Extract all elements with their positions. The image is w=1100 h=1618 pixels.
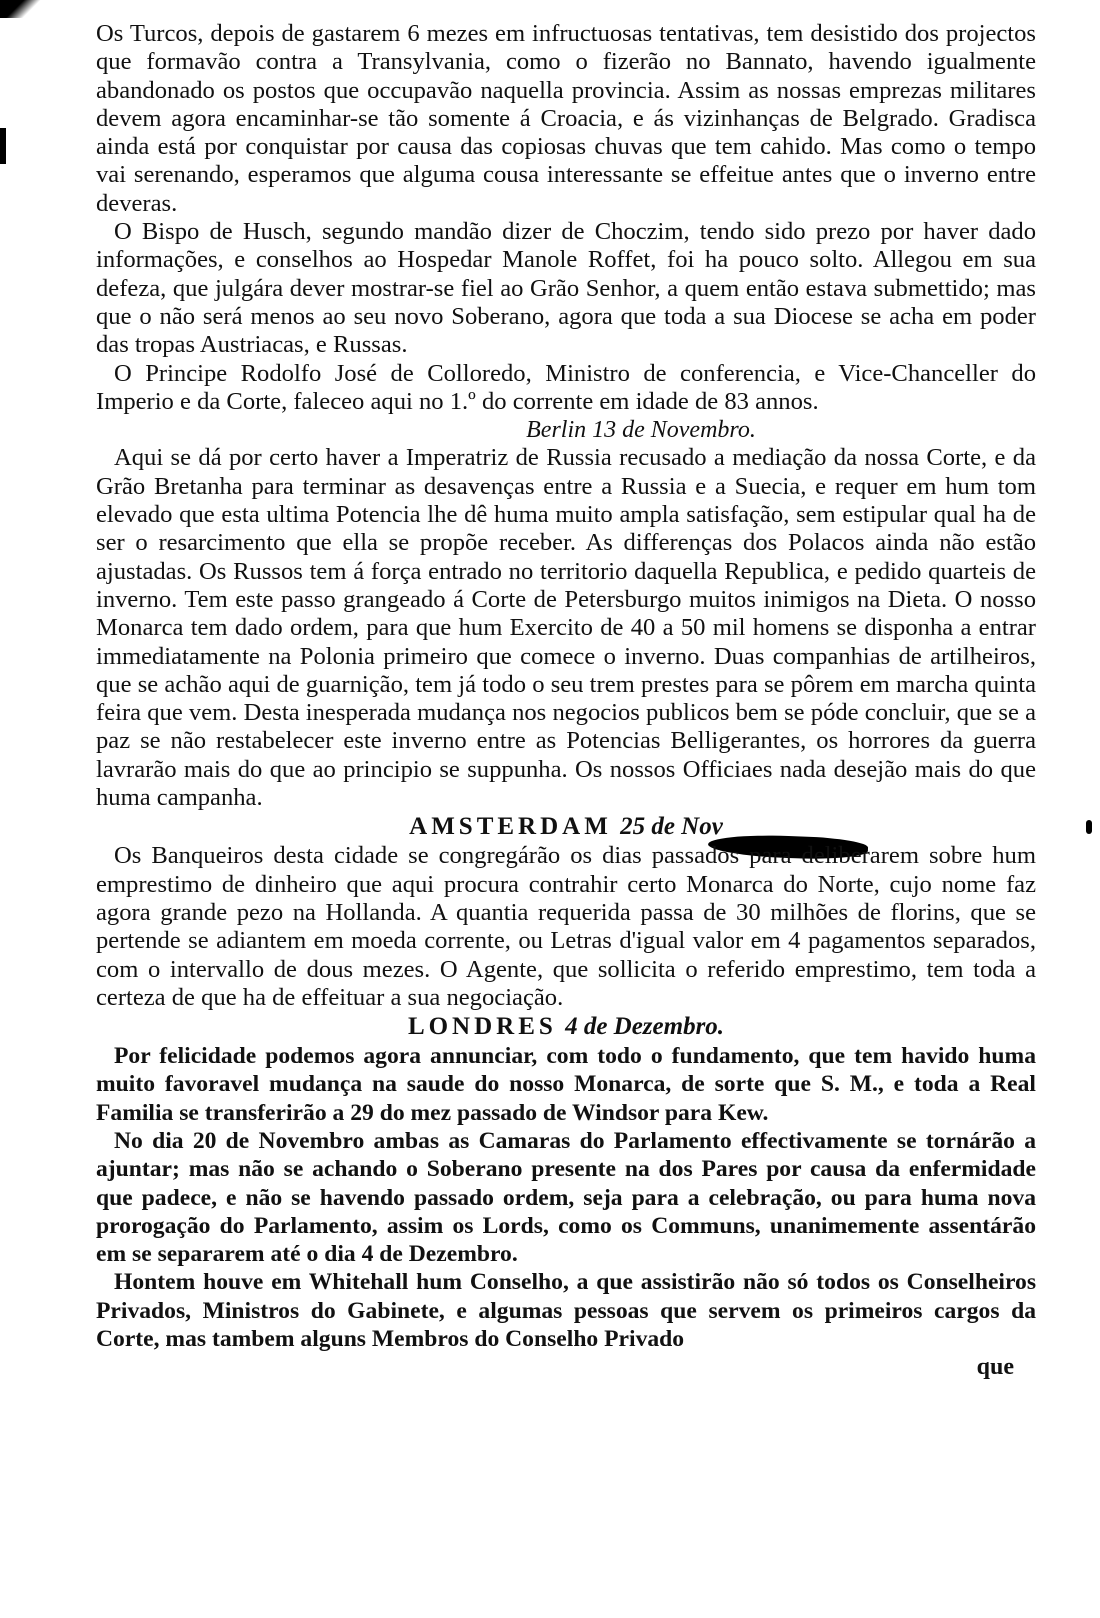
heading-londres-date: 4 de Dezembro. <box>565 1013 725 1041</box>
dateline-berlin: Berlin 13 de Novembro. <box>526 417 756 444</box>
catchword: que <box>976 1354 1014 1381</box>
scan-edge-mark <box>0 128 6 164</box>
paragraph-bispo: O Bispo de Husch, segundo mandão dizer de Choczim, tendo sido prezo por haver dado informações, e conselhos ao Hospedar Manole Roffet, foi ha pouco solto. Allegou em sua defeza, que julgára dever mostrar-se fiel ao Grão Senhor, a quem então estava submettido; mas que o não será menos ao seu novo Soberano, agora que toda a sua Diocese se acha em poder das tropas Austriacas, e Russas. <box>96 218 1036 359</box>
text-column <box>96 20 1036 1381</box>
paragraph-turcos: Os Turcos, depois de gastarem 6 mezes em infructuosas tentativas, tem desistido dos projectos que formavão contra a Transylvania, como o fizerão no Bannato, havendo igualmente abandonado os postos que occupavão naquella provincia. Assim as nossas emprezas militares devem agora encaminhar-se tão somente á Croacia, e ás vizinhanças de Belgrado. Gradisca ainda está por conquistar por causa das copiosas chuvas que tem cahido. Mas como o tempo vai serenando, esperamos que alguma cousa interessante se effeitue antes que o inverno entre deveras. <box>96 20 1036 217</box>
heading-amsterdam <box>96 812 1036 842</box>
paragraph-colloredo: O Principe Rodolfo José de Colloredo, Ministro de conferencia, e Vice-Chanceller do Imperio e da Corte, faleceo aqui no 1.º do corrente em idade de 83 annos. <box>96 359 1036 415</box>
paragraph-berlin: Aqui se dá por certo haver a Imperatriz de Russia recusado a mediação da nossa Corte, e da Grão Bretanha para terminar as desavenças entre a Russia e a Suecia, e requer em hum tom elevado que esta ultima Potencia lhe dê huma muito ampla satisfação, sem estipular qual ha de ser o resarcimento que ella se propõe receber. As differenças dos Polacos ainda não estão ajustadas. Os Russos tem á força entrado no territorio daquella Republica, e pedido quarteis de inverno. Tem este passo grangeado á Corte de Petersburgo muitos inimigos na Dieta. O nosso Monarca tem dado ordem, para que hum Exercito de 40 a 50 mil homens se disponha a entrar immediatamente na Polonia primeiro que comece o inverno. Duas companhias de artilheiros, que se achão aqui de guarnição, tem já todo o seu trem prestes para se pôrem em marcha quinta feira que vem. Desta inesperada mudança nos negocios publicos bem se póde concluir, que se a paz se não restabelecer este inverno entre as Potencias Belligerantes, os horrores da guerra lavrarão mais do que ao principio se suppunha. Os nossos Officiaes nada desejão mais do que huma campanha. <box>96 444 1036 812</box>
heading-londres-city: LONDRES <box>407 1013 557 1041</box>
heading-amsterdam-city: AMSTERDAM <box>409 813 612 841</box>
paragraph-londres-parlamento: No dia 20 de Novembro ambas as Camaras do Parlamento effectivamente se tornárão a ajuntar; mas não se achando o Soberano presente na dos Pares por causa da enfermidade que padece, e não se havendo passado ordem, seja para a celebração, ou para huma nova prorogação do Parlamento, assim os Lords, como os Communs, unanimemente assentárão em se separarem até o dia 4 de Dezembro. <box>96 1127 1036 1268</box>
scan-corner-shadow <box>0 0 50 18</box>
paragraph-londres-conselho: Hontem houve em Whitehall hum Conselho, a que assistirão não só todos os Conselheiros Privados, Ministros do Gabinete, e algumas pessoas que servem os primeiros cargos da Corte, mas tambem alguns Membros do Conselho Privado <box>96 1269 1036 1353</box>
heading-amsterdam-date: 25 de Nov <box>620 813 723 841</box>
ink-speck <box>1086 820 1092 834</box>
heading-londres <box>96 1012 1036 1042</box>
paragraph-amsterdam: Os Banqueiros desta cidade se congregárão os dias passados para deliberarem sobre hum emprestimo de dinheiro que aqui procura contrahir certo Monarca do Norte, cujo nome faz agora grande pezo na Hollanda. A quantia requerida passa de 30 milhões de florins, que se pertende se adiantem em moeda corrente, ou Letras d'igual valor em 4 pagamentos separados, com o intervallo de dous mezes. O Agente, que sollicita o referido emprestimo, tem toda a certeza de que ha de effeituar a sua negociação. <box>96 842 1036 1011</box>
paragraph-londres-saude: Por felicidade podemos agora annunciar, com todo o fundamento, que tem havido huma muito favoravel mudança na saude do nosso Monarca, de sorte que S. M., e toda a Real Familia se transferirão a 29 do mez passado de Windsor para Kew. <box>96 1043 1036 1126</box>
